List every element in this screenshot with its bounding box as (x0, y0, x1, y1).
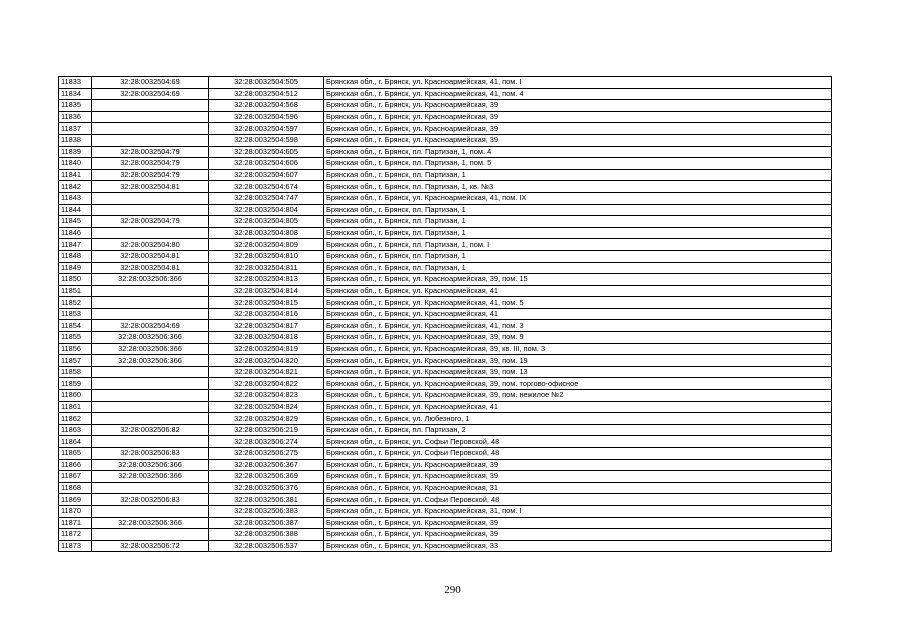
row-number-cell: 11841 (59, 169, 92, 181)
cadastral-number-cell: 32:28:0032504:819 (209, 343, 324, 355)
cadastral-number-cell: 32:28:0032506:537 (209, 540, 324, 552)
parent-cadastral-number-cell: 32:28:0032504:79 (92, 146, 209, 158)
row-number-cell: 11834 (59, 88, 92, 100)
cadastral-number-cell: 32:28:0032504:605 (209, 146, 324, 158)
address-cell: Брянская обл., г. Брянск, ул. Красноармейская, 39 (324, 134, 832, 146)
table-row (59, 529, 832, 541)
parent-cadastral-number-cell: 32:28:0032506:366 (92, 274, 209, 286)
table-row (59, 274, 832, 286)
address-cell: Брянская обл., г. Брянск, ул. Красноармейская, 39, пом. торгово-офисное (324, 378, 832, 390)
address-cell: Брянская обл., г. Брянск, ул. Красноармейская, 39 (324, 100, 832, 112)
cadastral-number-cell: 32:28:0032504:512 (209, 88, 324, 100)
row-number-cell: 11857 (59, 355, 92, 367)
cadastral-number-cell: 32:28:0032504:597 (209, 123, 324, 135)
cadastral-number-cell: 32:28:0032504:811 (209, 262, 324, 274)
table-row (59, 123, 832, 135)
parent-cadastral-number-cell: 32:28:0032504:69 (92, 320, 209, 332)
table-row (59, 134, 832, 146)
table-row (59, 332, 832, 344)
row-number-cell: 11867 (59, 471, 92, 483)
cadastral-number-cell: 32:28:0032504:809 (209, 239, 324, 251)
row-number-cell: 11850 (59, 274, 92, 286)
cadastral-number-cell: 32:28:0032504:813 (209, 274, 324, 286)
table-row (59, 378, 832, 390)
table-row (59, 111, 832, 123)
row-number-cell: 11839 (59, 146, 92, 158)
row-number-cell: 11843 (59, 192, 92, 204)
parent-cadastral-number-cell: 32:28:0032506:366 (92, 517, 209, 529)
address-cell: Брянская обл., г. Брянск, пл. Партизан, 1 (324, 262, 832, 274)
address-cell: Брянская обл., г. Брянск, пл. Партизан, 1, пом. 5 (324, 158, 832, 170)
parent-cadastral-number-cell (92, 100, 209, 112)
row-number-cell: 11836 (59, 111, 92, 123)
parent-cadastral-number-cell: 32:28:0032506:83 (92, 448, 209, 460)
parent-cadastral-number-cell: 32:28:0032504:81 (92, 181, 209, 193)
table-row (59, 320, 832, 332)
cadastral-number-cell: 32:28:0032506:383 (209, 505, 324, 517)
address-cell: Брянская обл., г. Брянск, ул. Красноармейская, 41 (324, 308, 832, 320)
parent-cadastral-number-cell (92, 366, 209, 378)
address-cell: Брянская обл., г. Брянск, ул. Красноармейская, 41, пом. IX (324, 192, 832, 204)
cadastral-number-cell: 32:28:0032504:816 (209, 308, 324, 320)
parent-cadastral-number-cell: 32:28:0032506:72 (92, 540, 209, 552)
parent-cadastral-number-cell: 32:28:0032506:366 (92, 343, 209, 355)
address-cell: Брянская обл., г. Брянск, ул. Красноармейская, 39 (324, 111, 832, 123)
table-row (59, 424, 832, 436)
cadastral-number-cell: 32:28:0032504:674 (209, 181, 324, 193)
address-cell: Брянская обл., г. Брянск, пл. Партизан, 1, пом. 4 (324, 146, 832, 158)
address-cell: Брянская обл., г. Брянск, ул. Красноармейская, 39, пом. нежилое №2 (324, 390, 832, 402)
table-row (59, 262, 832, 274)
row-number-cell: 11861 (59, 401, 92, 413)
table-row (59, 204, 832, 216)
table-row (59, 250, 832, 262)
address-cell: Брянская обл., г. Брянск, пл. Партизан, 1 (324, 169, 832, 181)
address-cell: Брянская обл., г. Брянск, ул. Красноармейская, 39 (324, 123, 832, 135)
row-number-cell: 11854 (59, 320, 92, 332)
cadastral-number-cell: 32:28:0032504:606 (209, 158, 324, 170)
cadastral-number-cell: 32:28:0032504:596 (209, 111, 324, 123)
row-number-cell: 11866 (59, 459, 92, 471)
table-row (59, 540, 832, 552)
row-number-cell: 11852 (59, 297, 92, 309)
cadastral-number-cell: 32:28:0032506:369 (209, 471, 324, 483)
table-row (59, 355, 832, 367)
address-cell: Брянская обл., г. Брянск, ул. Софьи Перовской, 48 (324, 448, 832, 460)
row-number-cell: 11838 (59, 134, 92, 146)
address-cell: Брянская обл., г. Брянск, ул. Красноармейская, 41, пом. 4 (324, 88, 832, 100)
cadastral-number-cell: 32:28:0032504:805 (209, 216, 324, 228)
cadastral-number-cell: 32:28:0032504:824 (209, 401, 324, 413)
parent-cadastral-number-cell: 32:28:0032504:79 (92, 158, 209, 170)
cadastral-number-cell: 32:28:0032506:387 (209, 517, 324, 529)
row-number-cell: 11844 (59, 204, 92, 216)
table-row (59, 192, 832, 204)
parent-cadastral-number-cell (92, 192, 209, 204)
address-cell: Брянская обл., г. Брянск, пл. Партизан, 1, пом. I (324, 239, 832, 251)
cadastral-number-cell: 32:28:0032506:376 (209, 482, 324, 494)
row-number-cell: 11853 (59, 308, 92, 320)
row-number-cell: 11855 (59, 332, 92, 344)
address-cell: Брянская обл., г. Брянск, ул. Красноармейская, 33 (324, 540, 832, 552)
cadastral-number-cell: 32:28:0032504:817 (209, 320, 324, 332)
table-row (59, 494, 832, 506)
parent-cadastral-number-cell (92, 390, 209, 402)
table-row (59, 88, 832, 100)
address-cell: Брянская обл., г. Брянск, ул. Красноармейская, 39 (324, 517, 832, 529)
row-number-cell: 11865 (59, 448, 92, 460)
row-number-cell: 11846 (59, 227, 92, 239)
parent-cadastral-number-cell (92, 401, 209, 413)
cadastral-number-cell: 32:28:0032504:815 (209, 297, 324, 309)
parent-cadastral-number-cell: 32:28:0032506:366 (92, 332, 209, 344)
address-cell: Брянская обл., г. Брянск, ул. Красноармейская, 39 (324, 471, 832, 483)
table-row (59, 146, 832, 158)
table-row (59, 366, 832, 378)
parent-cadastral-number-cell (92, 308, 209, 320)
table-row (59, 390, 832, 402)
parent-cadastral-number-cell: 32:28:0032504:81 (92, 262, 209, 274)
parent-cadastral-number-cell: 32:28:0032506:366 (92, 459, 209, 471)
row-number-cell: 11859 (59, 378, 92, 390)
table-row (59, 413, 832, 425)
parent-cadastral-number-cell (92, 505, 209, 517)
row-number-cell: 11860 (59, 390, 92, 402)
address-cell: Брянская обл., г. Брянск, ул. Красноармейская, 39, пом. 19 (324, 355, 832, 367)
parent-cadastral-number-cell (92, 204, 209, 216)
table-row (59, 285, 832, 297)
cadastral-number-cell: 32:28:0032504:747 (209, 192, 324, 204)
cadastral-number-cell: 32:28:0032504:829 (209, 413, 324, 425)
cadastral-number-cell: 32:28:0032506:388 (209, 529, 324, 541)
table-row (59, 343, 832, 355)
address-cell: Брянская обл., г. Брянск, ул. Красноармейская, 31 (324, 482, 832, 494)
cadastral-number-cell: 32:28:0032504:814 (209, 285, 324, 297)
parent-cadastral-number-cell: 32:28:0032506:83 (92, 494, 209, 506)
cadastral-number-cell: 32:28:0032504:820 (209, 355, 324, 367)
cadastral-number-cell: 32:28:0032506:275 (209, 448, 324, 460)
row-number-cell: 11851 (59, 285, 92, 297)
cadastral-number-cell: 32:28:0032504:598 (209, 134, 324, 146)
row-number-cell: 11872 (59, 529, 92, 541)
address-cell: Брянская обл., г. Брянск, ул. Красноармейская, 39, пом. 15 (324, 274, 832, 286)
cadastral-number-cell: 32:28:0032504:568 (209, 100, 324, 112)
cadastral-number-cell: 32:28:0032506:219 (209, 424, 324, 436)
parent-cadastral-number-cell (92, 297, 209, 309)
row-number-cell: 11849 (59, 262, 92, 274)
row-number-cell: 11873 (59, 540, 92, 552)
parent-cadastral-number-cell: 32:28:0032506:366 (92, 355, 209, 367)
table-row (59, 436, 832, 448)
row-number-cell: 11835 (59, 100, 92, 112)
row-number-cell: 11845 (59, 216, 92, 228)
parent-cadastral-number-cell (92, 227, 209, 239)
table-row (59, 216, 832, 228)
address-cell: Брянская обл., г. Брянск, пл. Партизан, 1 (324, 250, 832, 262)
parent-cadastral-number-cell: 32:28:0032504:79 (92, 216, 209, 228)
parent-cadastral-number-cell: 32:28:0032504:69 (92, 77, 209, 89)
cadastral-number-cell: 32:28:0032504:823 (209, 390, 324, 402)
row-number-cell: 11869 (59, 494, 92, 506)
parent-cadastral-number-cell: 32:28:0032504:81 (92, 250, 209, 262)
cadastral-number-cell: 32:28:0032504:810 (209, 250, 324, 262)
row-number-cell: 11847 (59, 239, 92, 251)
table-row (59, 227, 832, 239)
parent-cadastral-number-cell (92, 413, 209, 425)
address-cell: Брянская обл., г. Брянск, ул. Софьи Перовской, 48 (324, 436, 832, 448)
table-row (59, 482, 832, 494)
cadastral-number-cell: 32:28:0032504:822 (209, 378, 324, 390)
parent-cadastral-number-cell (92, 482, 209, 494)
parent-cadastral-number-cell (92, 134, 209, 146)
address-cell: Брянская обл., г. Брянск, ул. Красноармейская, 39, кв. III, пом. 3 (324, 343, 832, 355)
address-cell: Брянская обл., г. Брянск, ул. Красноармейская, 41, пом. I (324, 77, 832, 89)
row-number-cell: 11868 (59, 482, 92, 494)
row-number-cell: 11837 (59, 123, 92, 135)
address-cell: Брянская обл., г. Брянск, ул. Красноармейская, 39, пом. 9 (324, 332, 832, 344)
table-row (59, 181, 832, 193)
address-cell: Брянская обл., г. Брянск, пл. Партизан, 2 (324, 424, 832, 436)
cadastral-number-cell: 32:28:0032504:505 (209, 77, 324, 89)
parent-cadastral-number-cell: 32:28:0032504:69 (92, 88, 209, 100)
parent-cadastral-number-cell (92, 285, 209, 297)
row-number-cell: 11848 (59, 250, 92, 262)
cadastral-number-cell: 32:28:0032504:821 (209, 366, 324, 378)
table-row (59, 169, 832, 181)
address-cell: Брянская обл., г. Брянск, ул. Красноармейская, 39, пом. 13 (324, 366, 832, 378)
parent-cadastral-number-cell: 32:28:0032504:80 (92, 239, 209, 251)
page-number: 290 (444, 584, 461, 596)
row-number-cell: 11863 (59, 424, 92, 436)
address-cell: Брянская обл., г. Брянск, ул. Красноармейская, 41 (324, 285, 832, 297)
row-number-cell: 11862 (59, 413, 92, 425)
cadastral-number-cell: 32:28:0032504:804 (209, 204, 324, 216)
parent-cadastral-number-cell: 32:28:0032506:366 (92, 471, 209, 483)
table-row (59, 239, 832, 251)
table-row (59, 517, 832, 529)
address-cell: Брянская обл., г. Брянск, ул. Красноармейская, 41 (324, 401, 832, 413)
address-cell: Брянская обл., г. Брянск, ул. Красноармейская, 39 (324, 459, 832, 471)
table-row (59, 448, 832, 460)
address-cell: Брянская обл., г. Брянск, ул. Софьи Перовской, 48 (324, 494, 832, 506)
table-row (59, 308, 832, 320)
row-number-cell: 11864 (59, 436, 92, 448)
cadastral-register-table (58, 76, 832, 552)
parent-cadastral-number-cell (92, 123, 209, 135)
table-row (59, 401, 832, 413)
table-row (59, 158, 832, 170)
register-table-body (59, 77, 832, 552)
address-cell: Брянская обл., г. Брянск, ул. Красноармейская, 31, пом. I (324, 505, 832, 517)
parent-cadastral-number-cell: 32:28:0032506:82 (92, 424, 209, 436)
address-cell: Брянская обл., г. Брянск, пл. Партизан, 1 (324, 216, 832, 228)
row-number-cell: 11870 (59, 505, 92, 517)
parent-cadastral-number-cell: 32:28:0032504:79 (92, 169, 209, 181)
row-number-cell: 11871 (59, 517, 92, 529)
address-cell: Брянская обл., г. Брянск, ул. Красноармейская, 41, пом. 3 (324, 320, 832, 332)
address-cell: Брянская обл., г. Брянск, ул. Красноармейская, 41, пом. 5 (324, 297, 832, 309)
parent-cadastral-number-cell (92, 378, 209, 390)
cadastral-number-cell: 32:28:0032504:818 (209, 332, 324, 344)
parent-cadastral-number-cell (92, 436, 209, 448)
table-row (59, 297, 832, 309)
table-row (59, 505, 832, 517)
cadastral-number-cell: 32:28:0032504:607 (209, 169, 324, 181)
parent-cadastral-number-cell (92, 529, 209, 541)
cadastral-number-cell: 32:28:0032506:274 (209, 436, 324, 448)
row-number-cell: 11842 (59, 181, 92, 193)
cadastral-number-cell: 32:28:0032504:808 (209, 227, 324, 239)
address-cell: Брянская обл., г. Брянск, пл. Партизан, 1, кв. №3 (324, 181, 832, 193)
address-cell: Брянская обл., г. Брянск, ул. Красноармейская, 39 (324, 529, 832, 541)
table-row (59, 100, 832, 112)
row-number-cell: 11840 (59, 158, 92, 170)
parent-cadastral-number-cell (92, 111, 209, 123)
row-number-cell: 11833 (59, 77, 92, 89)
address-cell: Брянская обл., г. Брянск, пл. Партизан, 1 (324, 227, 832, 239)
table-row (59, 77, 832, 89)
cadastral-number-cell: 32:28:0032506:381 (209, 494, 324, 506)
row-number-cell: 11858 (59, 366, 92, 378)
address-cell: Брянская обл., г. Брянск, ул. Любезного, 1 (324, 413, 832, 425)
address-cell: Брянская обл., г. Брянск, пл. Партизан, 1 (324, 204, 832, 216)
cadastral-number-cell: 32:28:0032506:367 (209, 459, 324, 471)
table-row (59, 459, 832, 471)
table-row (59, 471, 832, 483)
row-number-cell: 11856 (59, 343, 92, 355)
